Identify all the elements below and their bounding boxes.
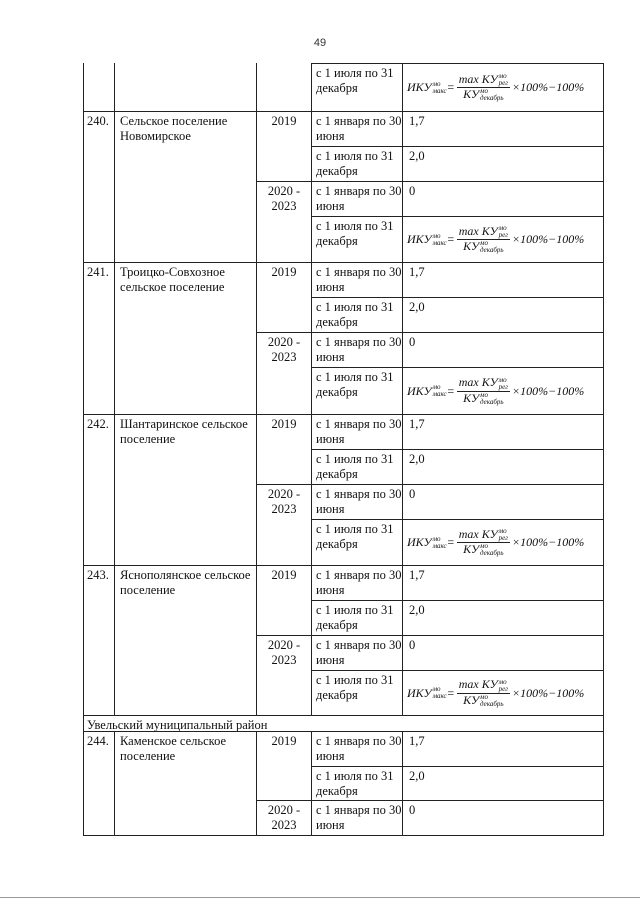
tariff-formula bbox=[407, 671, 599, 715]
value-cell: 1,7 bbox=[402, 262, 604, 297]
formula-tail: ×100%−100% bbox=[512, 232, 585, 246]
value-cell: 2,0 bbox=[402, 600, 604, 635]
row-number bbox=[83, 766, 114, 800]
settlement-name: Троицко-Совхозное сельское поселение bbox=[114, 262, 256, 297]
formula-sub: макс bbox=[432, 390, 447, 398]
settlement-name bbox=[114, 449, 256, 484]
settlement-name bbox=[114, 181, 256, 216]
formula-indices bbox=[499, 377, 508, 391]
value-cell bbox=[402, 63, 604, 111]
formula-numerator bbox=[457, 528, 510, 543]
formula-fraction bbox=[457, 73, 510, 103]
formula-max: max bbox=[458, 526, 482, 541]
formula-max: max bbox=[458, 677, 482, 692]
row-number bbox=[83, 63, 114, 111]
settlement-name bbox=[114, 800, 256, 836]
formula-sup: мо bbox=[480, 542, 489, 551]
formula-sup: мо bbox=[498, 375, 507, 384]
value-cell: 1,7 bbox=[402, 414, 604, 449]
period-cell: с 1 июля по 31 декабря bbox=[311, 670, 402, 715]
formula-sub: макс bbox=[432, 541, 447, 550]
formula-equals: = bbox=[446, 80, 455, 94]
settlement-name bbox=[114, 766, 256, 800]
period-cell: с 1 января по 30 июня bbox=[311, 262, 402, 297]
formula-sub: декабрь bbox=[480, 397, 504, 406]
period-cell: с 1 января по 30 июня bbox=[311, 731, 402, 766]
formula-equals: = bbox=[446, 383, 455, 398]
year-cell bbox=[256, 146, 311, 181]
settlement-name: Яснополянское сельское поселение bbox=[114, 565, 256, 600]
formula-lhs-symbol: ИКУ bbox=[407, 232, 432, 246]
table-row bbox=[83, 181, 604, 216]
period-cell: с 1 июля по 31 декабря bbox=[311, 766, 402, 800]
row-number bbox=[83, 367, 114, 414]
formula-numerator bbox=[457, 678, 510, 693]
formula-sub: рег bbox=[498, 79, 508, 87]
formula-indices bbox=[433, 686, 447, 700]
formula-sup: мо bbox=[480, 692, 489, 701]
value-cell: 1,7 bbox=[402, 111, 604, 146]
formula-equals: = bbox=[446, 232, 455, 246]
formula-sub: рег bbox=[498, 534, 508, 542]
table-row bbox=[83, 800, 604, 836]
value-cell: 2,0 bbox=[402, 449, 604, 484]
settlement-name: Сельское поселение Новомирское bbox=[114, 111, 256, 146]
formula-tail: ×100%−100% bbox=[512, 535, 585, 549]
table-row bbox=[83, 449, 604, 484]
row-number bbox=[83, 297, 114, 332]
row-number bbox=[83, 800, 114, 836]
year-cell bbox=[256, 600, 311, 635]
value-cell: 0 bbox=[402, 484, 604, 519]
formula-lhs-symbol: ИКУ bbox=[407, 80, 432, 94]
value-cell bbox=[402, 367, 604, 414]
value-cell: 1,7 bbox=[402, 731, 604, 766]
row-number bbox=[83, 216, 114, 262]
year-cell: 2019 bbox=[256, 731, 311, 766]
formula-sup: мо bbox=[432, 534, 441, 543]
period-cell: с 1 января по 30 июня bbox=[311, 565, 402, 600]
value-cell bbox=[402, 670, 604, 715]
value-cell: 0 bbox=[402, 181, 604, 216]
tariff-formula bbox=[407, 520, 599, 565]
table-row bbox=[83, 565, 604, 600]
formula-numerator bbox=[457, 376, 510, 391]
settlement-name bbox=[114, 670, 256, 715]
formula-indices bbox=[433, 384, 447, 398]
formula-sup: мо bbox=[432, 685, 441, 693]
formula-denominator bbox=[461, 240, 505, 254]
year-cell bbox=[256, 297, 311, 332]
formula-sup: мо bbox=[432, 79, 441, 88]
formula-sup: мо bbox=[498, 224, 507, 232]
value-cell: 2,0 bbox=[402, 766, 604, 800]
year-cell bbox=[256, 367, 311, 414]
value-cell: 0 bbox=[402, 800, 604, 836]
formula-sub: макс bbox=[432, 692, 447, 700]
period-cell: с 1 июля по 31 декабря bbox=[311, 146, 402, 181]
formula-sup: мо bbox=[498, 72, 507, 80]
year-cell: 2020 - 2023 bbox=[256, 484, 311, 519]
formula-fraction bbox=[457, 376, 510, 406]
formula-tail: ×100%−100% bbox=[512, 685, 585, 700]
formula-num-symbol: КУ bbox=[481, 677, 498, 692]
row-number bbox=[83, 181, 114, 216]
row-number bbox=[83, 600, 114, 635]
year-cell: 2020 - 2023 bbox=[256, 181, 311, 216]
formula-sub: макс bbox=[432, 86, 447, 95]
settlement-name: Шантаринское сельское поселение bbox=[114, 414, 256, 449]
formula-sub: декабрь bbox=[480, 699, 504, 708]
formula-indices bbox=[480, 88, 504, 102]
table-row bbox=[83, 484, 604, 519]
formula-sub: рег bbox=[498, 684, 508, 693]
year-cell: 2019 bbox=[256, 565, 311, 600]
formula-denominator bbox=[461, 694, 505, 708]
formula-max: max bbox=[458, 71, 482, 86]
formula-lhs bbox=[407, 80, 447, 95]
row-number bbox=[83, 332, 114, 367]
period-cell: с 1 июля по 31 декабря bbox=[311, 600, 402, 635]
formula-tail: ×100%−100% bbox=[512, 80, 585, 94]
row-number: 240. bbox=[83, 111, 114, 146]
year-cell bbox=[256, 670, 311, 715]
period-cell: с 1 января по 30 июня bbox=[311, 181, 402, 216]
value-cell: 1,7 bbox=[402, 565, 604, 600]
value-cell: 2,0 bbox=[402, 146, 604, 181]
table-row bbox=[83, 600, 604, 635]
formula-indices bbox=[499, 679, 508, 693]
year-cell: 2019 bbox=[256, 414, 311, 449]
tariff-formula bbox=[407, 64, 599, 111]
row-number bbox=[83, 484, 114, 519]
table-row bbox=[83, 262, 604, 297]
formula-sub: декабрь bbox=[480, 246, 504, 255]
period-cell: с 1 июля по 31 декабря bbox=[311, 216, 402, 262]
settlement-name bbox=[114, 519, 256, 565]
year-cell bbox=[256, 766, 311, 800]
period-cell: с 1 января по 30 июня bbox=[311, 332, 402, 367]
table-row bbox=[83, 414, 604, 449]
formula-lhs-symbol: ИКУ bbox=[407, 535, 432, 549]
formula-equals: = bbox=[446, 535, 455, 549]
table-row bbox=[83, 332, 604, 367]
settlement-name bbox=[114, 484, 256, 519]
tariff-formula bbox=[407, 368, 599, 414]
formula-sub: рег bbox=[498, 382, 508, 391]
formula-lhs-symbol: ИКУ bbox=[407, 685, 432, 700]
formula-sup: мо bbox=[432, 231, 441, 240]
year-cell: 2019 bbox=[256, 262, 311, 297]
table-row bbox=[83, 216, 604, 262]
formula-indices bbox=[480, 543, 504, 557]
table-row bbox=[83, 766, 604, 800]
row-number bbox=[83, 146, 114, 181]
formula-num-symbol: КУ bbox=[481, 375, 498, 390]
value-cell bbox=[402, 216, 604, 262]
table-row bbox=[83, 635, 604, 670]
period-cell: с 1 января по 30 июня bbox=[311, 635, 402, 670]
formula-indices bbox=[480, 240, 504, 254]
table-row bbox=[83, 297, 604, 332]
formula-sup: мо bbox=[498, 527, 507, 535]
formula-indices bbox=[499, 528, 508, 542]
row-number bbox=[83, 519, 114, 565]
settlement-name bbox=[114, 367, 256, 414]
formula-denominator bbox=[461, 88, 505, 102]
table-row bbox=[83, 367, 604, 414]
table-row bbox=[83, 731, 604, 766]
period-cell: с 1 июля по 31 декабря bbox=[311, 519, 402, 565]
year-cell: 2019 bbox=[256, 111, 311, 146]
formula-indices bbox=[433, 81, 447, 95]
settlement-name bbox=[114, 297, 256, 332]
period-cell: с 1 января по 30 июня bbox=[311, 484, 402, 519]
formula-denominator bbox=[461, 543, 505, 557]
value-cell: 0 bbox=[402, 332, 604, 367]
footer-divider bbox=[0, 897, 640, 898]
table-row bbox=[83, 63, 604, 111]
formula-equals: = bbox=[446, 685, 455, 700]
formula-num-symbol: КУ bbox=[481, 71, 498, 86]
year-cell bbox=[256, 63, 311, 111]
formula-lhs bbox=[407, 232, 447, 247]
district-header-row bbox=[83, 715, 604, 731]
formula-sub: рег bbox=[498, 231, 508, 239]
table-row bbox=[83, 111, 604, 146]
formula-den-symbol: КУ bbox=[463, 390, 480, 405]
period-cell: с 1 июля по 31 декабря bbox=[311, 297, 402, 332]
year-cell bbox=[256, 216, 311, 262]
formula-indices bbox=[499, 225, 508, 239]
formula-lhs bbox=[407, 686, 447, 701]
formula-numerator bbox=[457, 73, 510, 88]
formula-den-symbol: КУ bbox=[463, 542, 480, 556]
formula-sup: мо bbox=[432, 383, 441, 391]
formula-numerator bbox=[457, 225, 510, 240]
period-cell: с 1 июля по 31 декабря bbox=[311, 367, 402, 414]
formula-lhs bbox=[407, 535, 447, 550]
formula-sup: мо bbox=[480, 239, 489, 248]
row-number bbox=[83, 670, 114, 715]
row-number: 241. bbox=[83, 262, 114, 297]
formula-sup: мо bbox=[480, 87, 489, 96]
table-row bbox=[83, 146, 604, 181]
table-row bbox=[83, 519, 604, 565]
formula-sup: мо bbox=[480, 390, 489, 399]
settlement-name bbox=[114, 63, 256, 111]
row-number: 242. bbox=[83, 414, 114, 449]
value-cell: 2,0 bbox=[402, 297, 604, 332]
period-cell: с 1 июля по 31 декабря bbox=[311, 449, 402, 484]
formula-max: max bbox=[458, 223, 482, 238]
formula-denominator bbox=[461, 392, 505, 406]
year-cell: 2020 - 2023 bbox=[256, 635, 311, 670]
formula-fraction bbox=[457, 678, 510, 708]
formula-fraction bbox=[457, 528, 510, 558]
row-number: 243. bbox=[83, 565, 114, 600]
settlement-name: Каменское сельское поселение bbox=[114, 731, 256, 766]
period-cell: с 1 июля по 31 декабря bbox=[311, 63, 402, 111]
year-cell: 2020 - 2023 bbox=[256, 800, 311, 836]
formula-lhs-symbol: ИКУ bbox=[407, 383, 432, 398]
formula-num-symbol: КУ bbox=[481, 223, 498, 238]
row-number bbox=[83, 449, 114, 484]
district-name: Увельский муниципальный район bbox=[83, 715, 604, 731]
formula-sub: декабрь bbox=[480, 549, 504, 558]
formula-indices bbox=[433, 536, 447, 550]
year-cell bbox=[256, 519, 311, 565]
table-row bbox=[83, 670, 604, 715]
settlement-name bbox=[114, 635, 256, 670]
formula-den-symbol: КУ bbox=[463, 692, 480, 707]
formula-num-symbol: КУ bbox=[481, 526, 498, 541]
period-cell: с 1 января по 30 июня bbox=[311, 414, 402, 449]
settlement-name bbox=[114, 332, 256, 367]
formula-den-symbol: КУ bbox=[463, 87, 480, 101]
year-cell bbox=[256, 449, 311, 484]
tariff-formula bbox=[407, 217, 599, 262]
formula-tail: ×100%−100% bbox=[512, 383, 585, 398]
settlement-name bbox=[114, 216, 256, 262]
page-number: 49 bbox=[313, 37, 327, 49]
formula-lhs bbox=[407, 384, 447, 399]
formula-max: max bbox=[458, 375, 482, 390]
value-cell: 0 bbox=[402, 635, 604, 670]
formula-fraction bbox=[457, 225, 510, 255]
year-cell: 2020 - 2023 bbox=[256, 332, 311, 367]
row-number bbox=[83, 635, 114, 670]
period-cell: с 1 января по 30 июня bbox=[311, 111, 402, 146]
formula-sub: декабрь bbox=[480, 94, 504, 103]
formula-indices bbox=[499, 73, 508, 87]
formula-sup: мо bbox=[498, 677, 507, 686]
formula-indices bbox=[480, 392, 504, 406]
settlement-name bbox=[114, 146, 256, 181]
period-cell: с 1 января по 30 июня bbox=[311, 800, 402, 836]
settlement-name bbox=[114, 600, 256, 635]
formula-indices bbox=[433, 233, 447, 247]
formula-indices bbox=[480, 694, 504, 708]
value-cell bbox=[402, 519, 604, 565]
row-number: 244. bbox=[83, 731, 114, 766]
formula-den-symbol: КУ bbox=[463, 239, 480, 253]
formula-sub: макс bbox=[432, 238, 447, 247]
